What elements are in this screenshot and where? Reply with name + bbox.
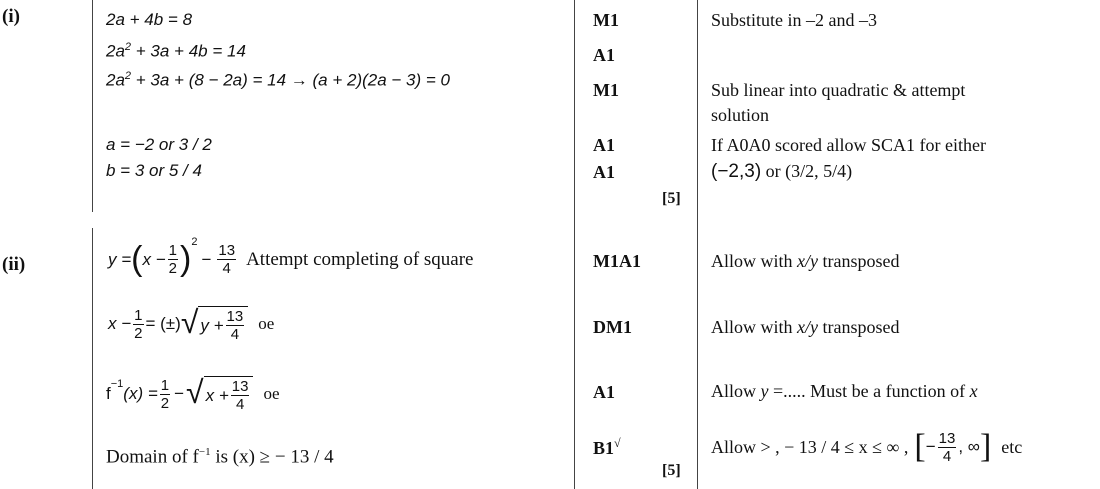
- mark-ii-4: B1√: [593, 436, 621, 458]
- completed-square-equation: y = ( x − $\frac{1}{2}$ ) $^2$ − $\frac{13}{4}$ Attempt completing of square: [108, 236, 474, 278]
- mark-ii-2: DM1: [593, 317, 632, 337]
- note-i-4: (−2,3) or (3/2, 5/4): [711, 161, 853, 182]
- note-i-3: If A0A0 scored allow SCA1 for either: [711, 135, 986, 155]
- part-ii-label: (ii): [2, 254, 26, 275]
- inverse-function-equation: f $^{-1}$ (x) = $\frac{1}{2}$ − √ x + $\frac{13}{4}$ oe: [106, 374, 280, 413]
- part-i-label: (i): [2, 6, 20, 27]
- column-rule-left-ii: [92, 228, 93, 489]
- mark-ii-1: M1A1: [593, 251, 641, 271]
- rearranged-equation: x − $\frac{1}{2}$ = (±) √ y + $\frac{13}{4}$ oe: [108, 304, 275, 343]
- working-line-4: a = −2 or 3 / 2: [106, 135, 212, 154]
- column-rule-mid: [574, 0, 575, 489]
- mark-i-4: A1: [593, 135, 615, 155]
- working-line-1: 2a + 4b = 8: [106, 10, 193, 29]
- note-i-2b: solution: [711, 105, 770, 125]
- mark-ii-3: A1: [593, 382, 615, 402]
- note-ii-1: Allow with x/y transposed: [711, 251, 900, 271]
- note-i-2a: Sub linear into quadratic & attempt: [711, 80, 966, 100]
- follow-through-tick-icon: √: [614, 436, 621, 450]
- working-line-3: $2a^2 + 3a + (8 - 2a) = 14 \to (a + 2)(2a - 3) = 0$: [106, 70, 450, 90]
- mark-i-3: M1: [593, 80, 619, 100]
- total-i: [5]: [662, 190, 681, 207]
- mark-i-2: A1: [593, 45, 615, 65]
- note-i-1: Substitute in –2 and –3: [711, 10, 877, 30]
- mark-i-1: M1: [593, 10, 619, 30]
- note-ii-3: Allow y =..... Must be a function of x: [711, 381, 978, 401]
- column-rule-right: [697, 0, 698, 489]
- domain-statement: Domain of $f^{-1}$ is (x) ≥ − 13 / 4: [106, 446, 334, 468]
- total-ii: [5]: [662, 462, 681, 479]
- mark-i-5: A1: [593, 162, 615, 182]
- column-rule-left: [92, 0, 93, 212]
- working-line-5: b = 3 or 5 / 4: [106, 161, 202, 180]
- note-ii-2: Allow with x/y transposed: [711, 317, 900, 337]
- note-ii-4: Allow > , − 13 / 4 ≤ x ≤ ∞ , [ − $\frac{13}{4}$ , ∞ ] etc: [711, 428, 1023, 465]
- working-line-2: $2a^2 + 3a + 4b = 14$: [106, 41, 246, 61]
